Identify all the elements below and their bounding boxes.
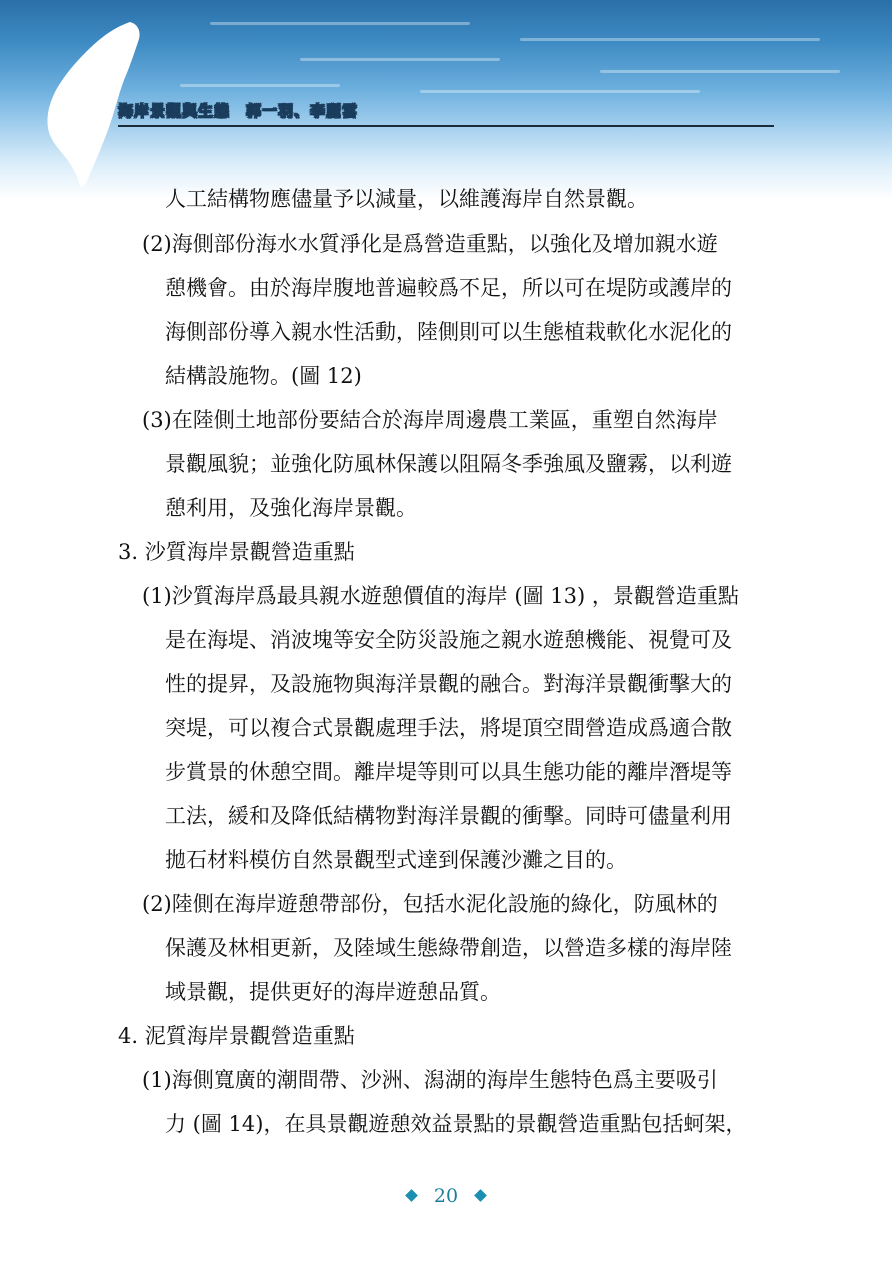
- body-line: (2)陸側在海岸遊憩帶部份，包括水泥化設施的綠化，防風林的: [142, 892, 718, 916]
- body-line: 景觀風貌；並強化防風林保護以阻隔冬季強風及鹽霧，以利遊: [165, 452, 732, 476]
- body-line: 域景觀，提供更好的海岸遊憩品質。: [165, 980, 501, 1004]
- body-line: (1)海側寬廣的潮間帶、沙洲、潟湖的海岸生態特色爲主要吸引: [142, 1068, 718, 1092]
- body-line: 憩利用，及強化海岸景觀。: [165, 496, 417, 520]
- section-heading: 4. 泥質海岸景觀營造重點: [118, 1024, 355, 1048]
- section-heading: 3. 沙質海岸景觀營造重點: [118, 540, 355, 564]
- body-line: (2)海側部份海水水質淨化是爲營造重點，以強化及增加親水遊: [142, 232, 718, 256]
- body-line: 保護及林相更新，及陸域生態綠帶創造，以營造多樣的海岸陸: [165, 936, 732, 960]
- body-line: 突堤，可以複合式景觀處理手法，將堤頂空間營造成爲適合散: [165, 716, 732, 740]
- body-line: 工法，緩和及降低結構物對海洋景觀的衝擊。同時可儘量利用: [165, 804, 732, 828]
- diamond-right-icon: [474, 1189, 487, 1202]
- body-line: 海側部份導入親水性活動，陸側則可以生態植栽軟化水泥化的: [165, 320, 732, 344]
- body-line: (1)沙質海岸爲最具親水遊憩價值的海岸 (圖 13) ，景觀營造重點: [142, 584, 739, 608]
- body-line: 性的提昇，及設施物與海洋景觀的融合。對海洋景觀衝擊大的: [165, 672, 732, 696]
- body-line: 步賞景的休憩空間。離岸堤等則可以具生態功能的離岸潛堤等: [165, 760, 732, 784]
- body-line: 力 (圖 14)，在具景觀遊憩效益景點的景觀營造重點包括蚵架，: [165, 1112, 747, 1136]
- header-divider: [118, 125, 774, 127]
- diamond-left-icon: [405, 1189, 418, 1202]
- body-line: 拋石材料模仿自然景觀型式達到保護沙灘之目的。: [165, 848, 627, 872]
- page-number: 20: [433, 1185, 459, 1207]
- body-line: 人工結構物應儘量予以減量，以維護海岸自然景觀。: [165, 187, 648, 211]
- body-line: 憩機會。由於海岸腹地普遍較爲不足，所以可在堤防或護岸的: [165, 276, 732, 300]
- body-line: 是在海堤、消波塊等安全防災設施之親水遊憩機能、視覺可及: [165, 628, 732, 652]
- page-footer: [0, 1185, 892, 1207]
- body-line: 結構設施物。(圖 12): [165, 364, 362, 388]
- body-line: (3)在陸側土地部份要結合於海岸周邊農工業區，重塑自然海岸: [142, 408, 718, 432]
- running-header-title: 海岸景觀與生態 郭一羽、李麗雲: [118, 102, 359, 120]
